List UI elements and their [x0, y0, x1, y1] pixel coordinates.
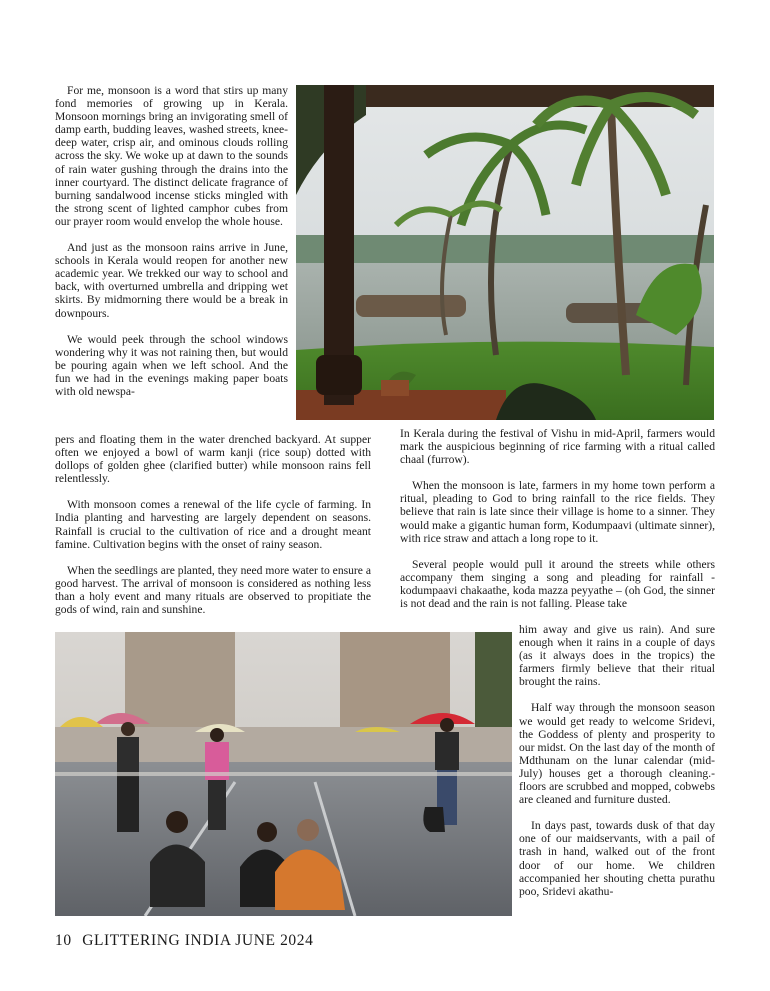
article-column-left-bottom: [55, 433, 371, 616]
paragraph: Several people would pull it around the streets while others accompany them singing a song and pleading for rainfall -kodumpaavi chakaathe, koda mazza peyyathe – (oh God, the sinner is not dead and the rain is not falling. Please take: [400, 557, 715, 611]
paragraph: When the seedlings are planted, they need more water to ensure a good harvest. The arrival of monsoon is considered as nothing less than a holy event and many rituals are observed to propitiate the gods of wind, rain and sunshine.: [55, 563, 371, 617]
article-column-left-top: [55, 84, 288, 398]
paragraph: him away and give us rain). And sure enough when it rains in a couple of days (as it always does in the tropics) the farmers firmly believe that their ritual brought the rains.: [519, 623, 715, 689]
paragraph: And just as the monsoon rains arrive in June, schools in Kerala would reopen for another new academic year. We trekked our way to school and back, with overturned umbrella and dripping wet skirts. By midmorning there would be a break in downpours.: [55, 241, 288, 320]
paragraph: For me, monsoon is a word that stirs up many fond memories of growing up in Kerala. Monsoon mornings bring an invigorating smell of damp earth, budding leaves, washed streets, knee-deep water, crisp air, and ominous clouds rolling across the sky. We woke up at dawn to the sounds of rain water gushing through the drains into the inner courtyard. The distinct delicate fragrance of burning sandalwood incense sticks mingled with the strong scent of lighted camphor cubes from our prayer room would envelop the whole house.: [55, 84, 288, 228]
rainy-street-photo: [55, 632, 512, 916]
backwaters-photo: [296, 85, 714, 420]
paragraph: In days past, towards dusk of that day one of our maidservants, with a pail of trash in hand, walked out of the front door of our home. We children accompanied her shouting chetta purathu poo, Sridevi akathu-: [519, 819, 715, 898]
page-footer: [55, 932, 313, 950]
paragraph: In Kerala during the festival of Vishu in mid-April, farmers would mark the auspicious beginning of rice farming with a ritual called chaal (furrow).: [400, 427, 715, 467]
publication-name: GLITTERING INDIA JUNE 2024: [82, 932, 314, 949]
article-column-right-middle: [400, 427, 715, 610]
paragraph: We would peek through the school windows wondering why it was not raining then, but would be pouring again when we left school. And the fun we had in the evenings making paper boats with old newspa-: [55, 332, 288, 398]
page-number: 10: [55, 932, 72, 949]
paragraph: With monsoon comes a renewal of the life cycle of farming. In India planting and harvesting are largely dependent on seasons. Rainfall is crucial to the cultivation of rice and a drought meant famine. Cultivation begins with the onset of rainy season.: [55, 498, 371, 551]
paragraph: When the monsoon is late, farmers in my home town perform a ritual, pleading to God to bring rainfall to the rice fields. They believe that rain is late since their village is home to a sinner. They would make a gigantic human form, Kodumpaavi (ultimate sinner), with rice straw and attach a long rope to it.: [400, 479, 715, 545]
paragraph: Half way through the monsoon season we would get ready to welcome Sridevi, the Goddess of plenty and prosperity to our midst. On the last day of the month of Mdthunam on the lunar calendar (mid-July) houses get a thorough cleaning.- floors are scrubbed and mopped, cobwebs are cleaned and furniture dusted.: [519, 701, 715, 807]
article-column-right-bottom: [519, 623, 715, 898]
paragraph: pers and floating them in the water drenched backyard. At supper often we enjoyed a bowl of warm kanji (rice soup) dotted with dollops of golden ghee (clarified butter) while monsoon rains fell relentlessly.: [55, 433, 371, 486]
